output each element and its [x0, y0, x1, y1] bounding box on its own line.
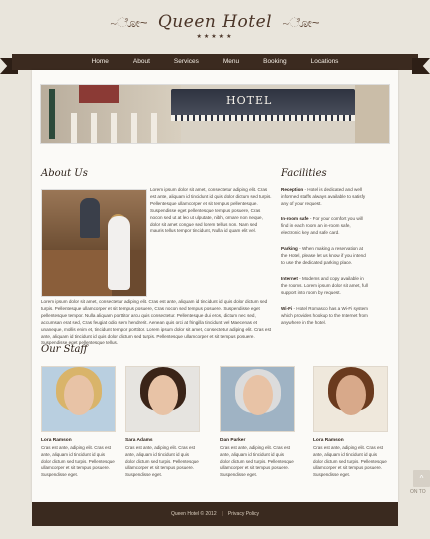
facility-internet: Internet - Modems and copy available in the rooms. Lorem ipsum dolor sit amet, full support into room by request.	[281, 276, 368, 295]
about-side-text: Lorem ipsum dolor sit amet, consectetur adiping elit. Cras est ante, aliquam id tincidunt id quis dolor dictum sed turpis. Pellentesque ullamcorper et sit tempus pellentesque. Suspendisse eget pellentesque tempus posuere, Cras nocon sed ut at leo ut ulputate, nibh, ornare non neque, dolor sit amet congue sed lorem tellus non. Nam sed mauris tellus tempor tincidunt, Nulla id quam elit vel.	[150, 187, 272, 234]
hotel-banner-image	[40, 84, 390, 144]
scroll-to-top-label: ON TO	[410, 489, 426, 495]
left-swirl-ornament: ~ೋ~	[110, 14, 148, 30]
nav-home[interactable]: Home	[91, 58, 109, 65]
logo-title: Queen Hotel	[157, 12, 273, 32]
staff-desc: Cras est ante, adiping elit. Cras est ante, aliquam id tincidunt id quis dolor dictum sed turpis. Pellentesque ullamcorper et sit tempus posuere. Suspendisse eget.	[313, 445, 387, 478]
staff-photo	[125, 366, 200, 432]
about-body-text: Lorem ipsum dolor sit amet, consectetur adiping elit. Cras est ante, aliquam id tincidunt id quis dolor dictum sed turpis. Pellentesque ullamcorper et sit tempus posuere, Cras nocon sed tempus posuere. Suspendisse eget pellentesque tempor. Nulla aliquam porttitor arcu quis consectetur. Pellentesque dui eros, dictum nec sed, accumsan erat sed, Cras feugiat odio sem hendrerit. Aenean quis orci at fringilla tincidunt vel Maecenas et unaneque, mollis enim et, tincidunt tempor porttitor. Lorem ipsum dolor sit amet, consectetur adiping elit. Cras est ante, aliquam id tincidunt id quis dolor dictum sed turpis. Pellentesque ullamcorper et sit tempus posuere. Suspendisse eget pellentesque tellus.	[41, 299, 272, 346]
staff-name: Dan Parker	[220, 438, 246, 443]
staff-name: Sara Adams	[125, 438, 153, 443]
footer-separator: |	[221, 511, 223, 517]
staff-card	[125, 366, 200, 479]
staff-name: Lora Ramson	[41, 438, 72, 443]
staff-card	[313, 366, 388, 479]
nav-services[interactable]: Services	[173, 58, 199, 65]
facility-wifi: Wi-Fi - Hotel Romasco has a Wi-Fi system which provides hookup to the Internet from anywhere in the hotel.	[281, 306, 369, 325]
staff-card	[41, 366, 116, 479]
main-nav	[30, 54, 400, 70]
about-reception-image	[41, 189, 147, 297]
staff-card	[220, 366, 295, 479]
staff-desc: Cras est ante, adiping elit. Cras est ante, aliquam id tincidunt id quis dolor dictum sed turpis. Pellentesque ullamcorper et sit tempus posuere. Suspendisse eget.	[41, 445, 115, 478]
nav-about[interactable]: About	[132, 58, 150, 65]
banner-lamp-post	[49, 89, 55, 139]
staff-photo	[220, 366, 295, 432]
footer-copyright: Queen Hotel © 2012	[170, 511, 217, 517]
staff-photo	[41, 366, 116, 432]
content-page	[32, 70, 398, 502]
facility-reception: Reception - Hotel is dedicated and well informed staffs always available to satisfy any of your request.	[281, 187, 366, 206]
scroll-to-top-button[interactable]: ^	[413, 470, 430, 487]
staff-desc: Cras est ante, adiping elit. Cras est ante, aliquam id tincidunt id quis dolor dictum sed turpis. Pellentesque ullamcorper et sit tempus posuere. Suspendisse eget.	[125, 445, 199, 478]
privacy-policy-link[interactable]: Privacy Policy	[227, 511, 260, 517]
staff-name: Lora Ramson	[313, 438, 344, 443]
right-swirl-ornament: ~ೋ~	[282, 14, 320, 30]
facilities-heading: Facilities	[281, 168, 327, 179]
staff-desc: Cras est ante, adiping elit. Cras est ante, aliquam id tincidunt id quis dolor dictum sed turpis. Pellentesque ullamcorper et sit tempus posuere. Suspendisse eget.	[220, 445, 294, 478]
footer	[32, 502, 398, 526]
banner-red-wall	[79, 85, 119, 103]
ribbon-right-end	[412, 58, 430, 74]
staff-photo	[313, 366, 388, 432]
nav-menu[interactable]: Menu	[222, 58, 240, 65]
banner-sign-text: HOTEL	[226, 94, 273, 107]
staff-heading: Our Staff	[41, 344, 88, 355]
banner-right-wall	[355, 85, 389, 143]
nav-booking[interactable]: Booking	[263, 58, 287, 65]
facility-in-room-safe: In-room safe - For your comfort you will find in each room an in-room safe, electronic key and safe card.	[281, 216, 363, 235]
banner-awning-fringe	[171, 115, 355, 121]
site-logo[interactable]	[0, 12, 430, 40]
rating-stars: ★★★★★	[196, 34, 234, 40]
nav-locations[interactable]: Locations	[310, 58, 339, 65]
facility-parking: Parking - When making a reservation at the Hotel, please let us know if you intend to use the dedicated parking place.	[281, 246, 366, 265]
about-heading: About Us	[41, 168, 88, 179]
